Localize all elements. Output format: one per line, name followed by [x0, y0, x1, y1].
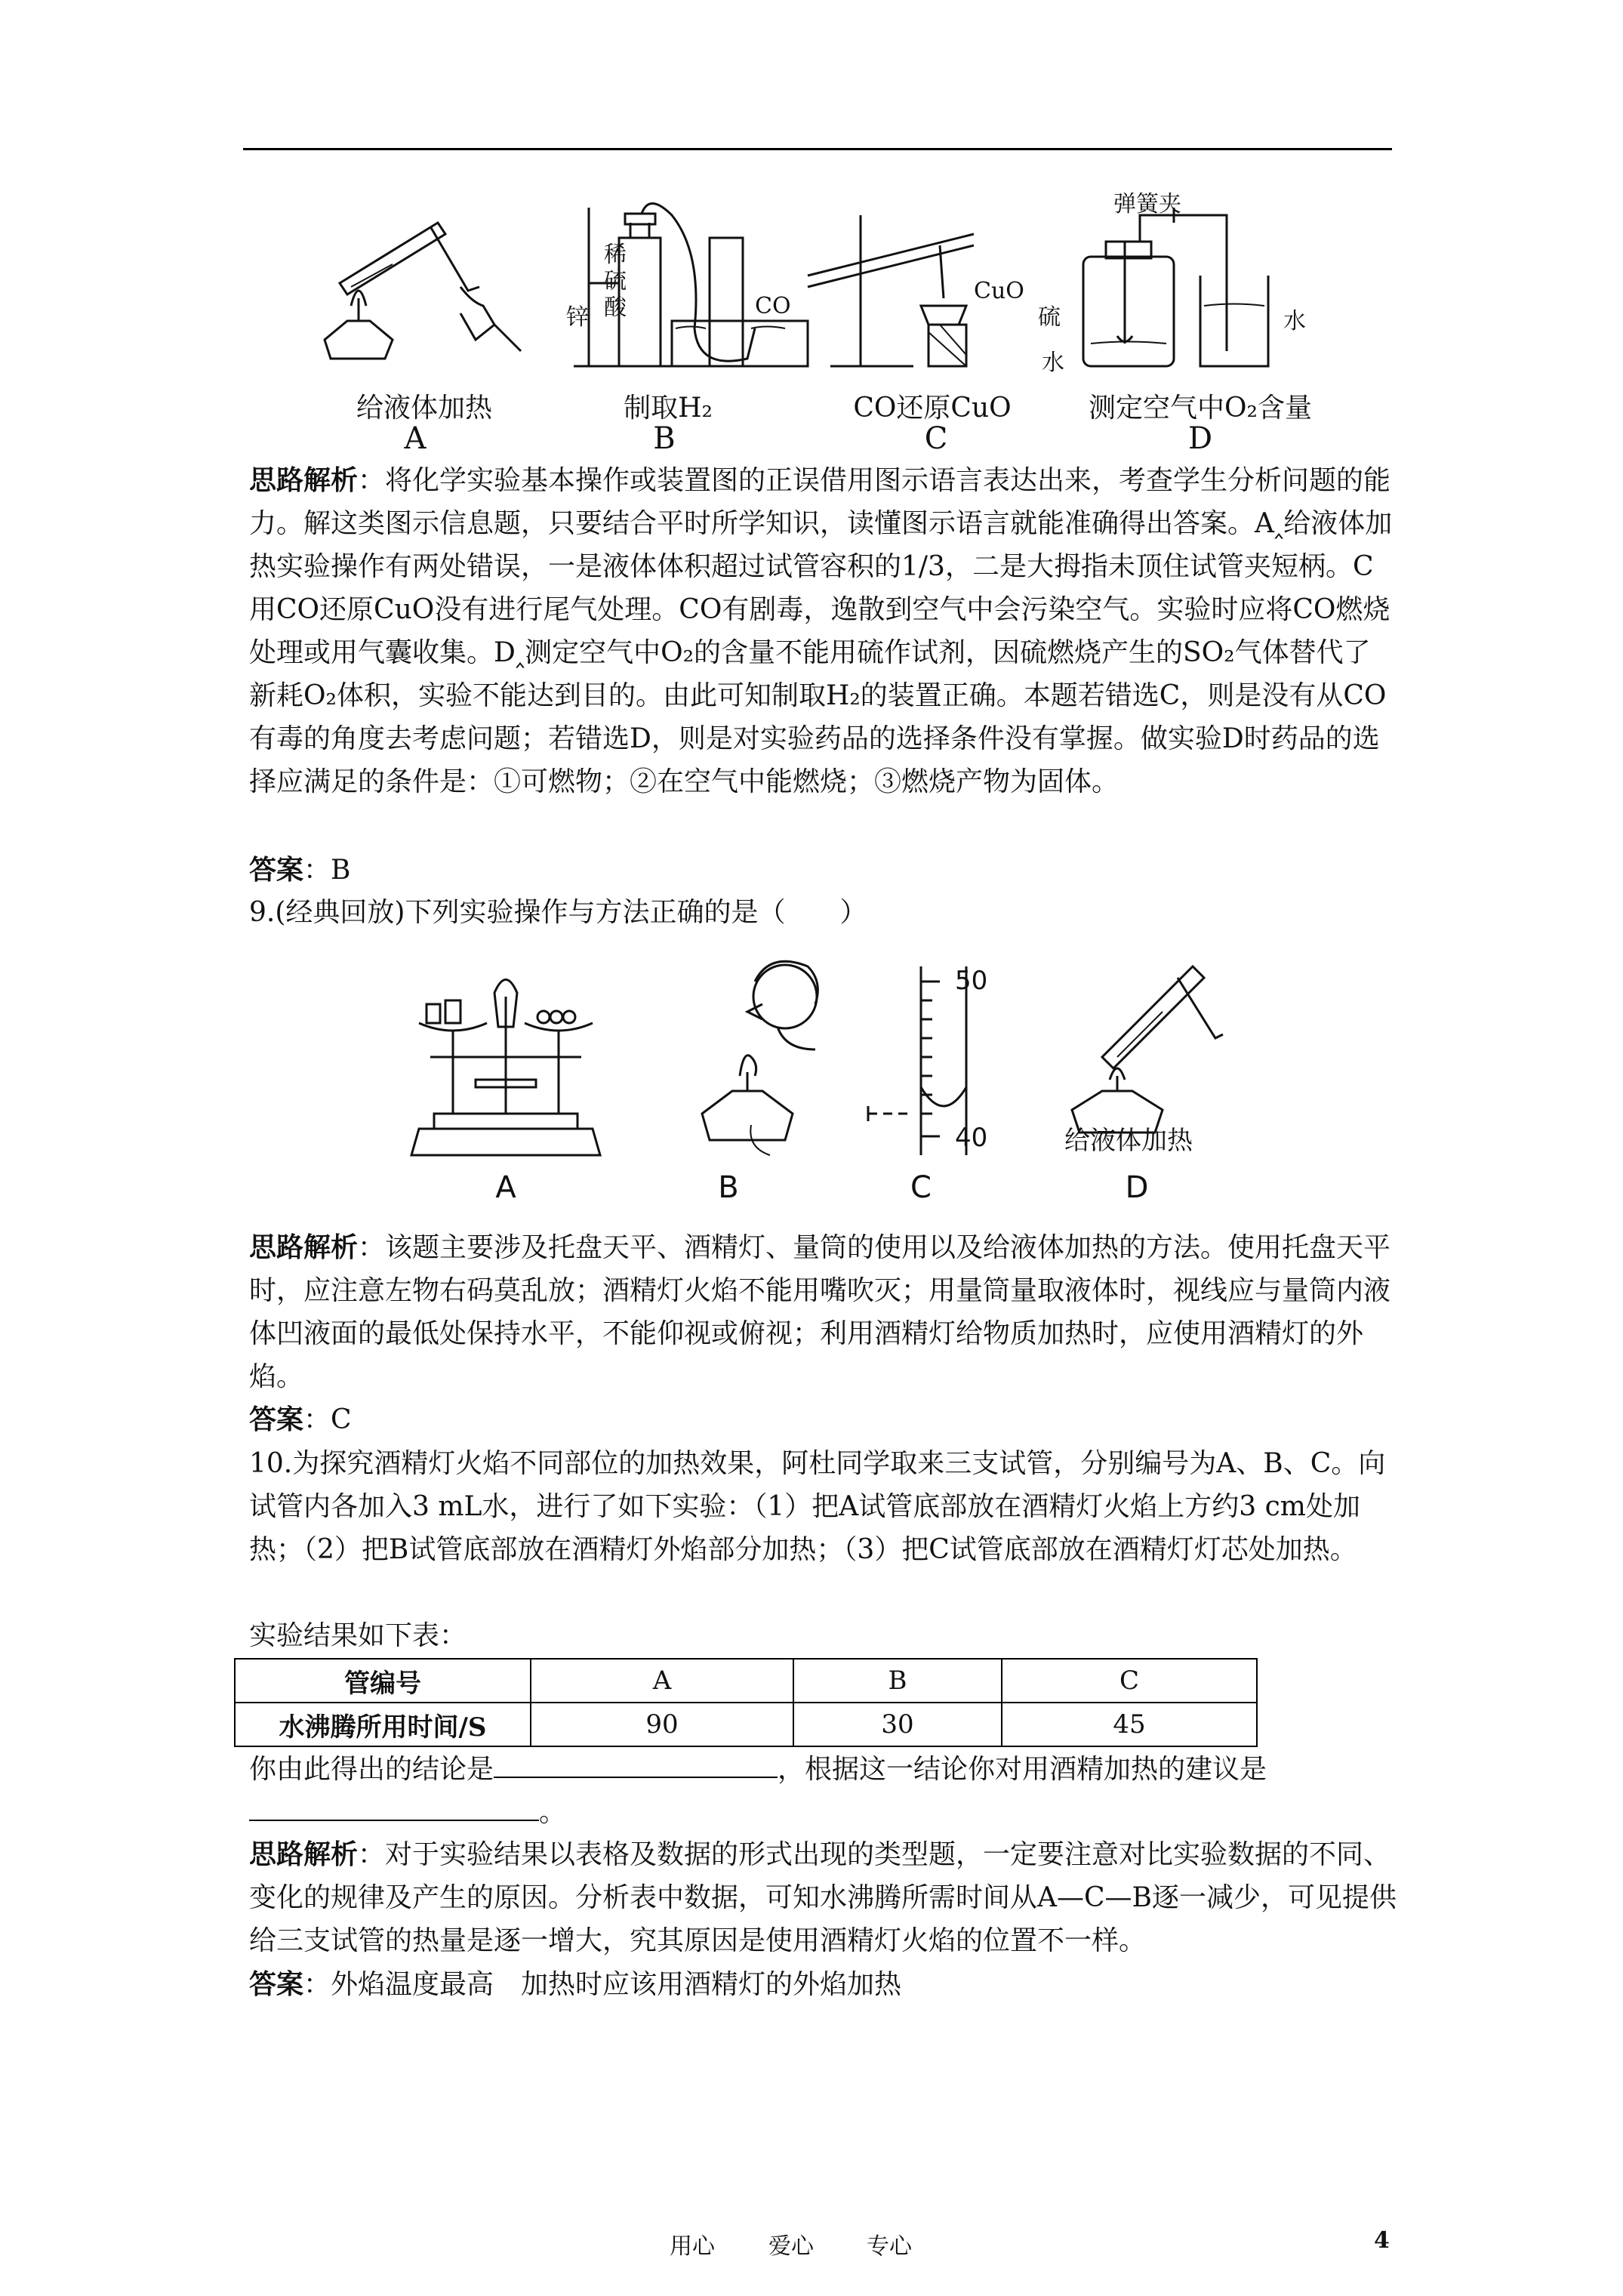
footer-left: 用心 [670, 2233, 715, 2260]
table-cell: 水沸腾所用时间/S [235, 1703, 531, 1746]
fig1-b-tag-0: 锌 [566, 304, 589, 331]
q10-blank-prefix: 你由此得出的结论是 [249, 1754, 494, 1785]
q10-answer [249, 1963, 901, 2002]
fig1-b-tag-3: 酸 [604, 294, 627, 321]
fig2-d-drawing [1072, 966, 1223, 1133]
fig1-d-drawing [1083, 208, 1268, 366]
table-cell: 90 [531, 1703, 793, 1746]
table-cell: B [793, 1659, 1002, 1703]
footer-mid: 爱心 [768, 2233, 814, 2260]
fig1-b-tag-1: 稀 [604, 242, 627, 268]
fig1-caption-a: 给液体加热 [356, 393, 493, 424]
fig2-letter-a: A [495, 1170, 516, 1205]
q9-answer [249, 1398, 352, 1437]
page-number: 4 [1374, 2227, 1390, 2254]
fig1-c-tag-0: CO [755, 293, 791, 319]
q9-answer-text: ：C [303, 1404, 352, 1435]
fig1-b-tag-2: 硫 [604, 268, 627, 294]
apparatus-figure-2 [400, 951, 1306, 1163]
fig1-caption-c: CO还原CuO [853, 393, 1012, 424]
fig1-d-tag-3: 水 [1283, 308, 1306, 334]
q10-table-intro: 实验结果如下表： [249, 1620, 467, 1651]
fig2-cylinder-top: 50 [955, 966, 988, 996]
results-table [234, 1658, 1258, 1747]
fig1-c-drawing [808, 215, 974, 366]
footer-right: 专心 [867, 2233, 912, 2260]
table-cell: 45 [1002, 1703, 1257, 1746]
table-cell: 管编号 [235, 1659, 531, 1703]
fig1-d-tag-0: 弹簧夹 [1113, 193, 1181, 217]
q9-analysis [249, 1226, 1397, 1398]
suggestion-blank[interactable] [249, 1820, 539, 1821]
q9-stem: 9.(经典回放)下列实验操作与方法正确的是（ ） [249, 897, 867, 928]
fig2-cylinder-bottom: 40 [955, 1123, 988, 1153]
q9-analysis-label: 思路解析 [249, 1231, 359, 1263]
fig1-c-tag-1: CuO [974, 278, 1024, 304]
q8-answer-label: 答案 [249, 854, 304, 886]
q10-analysis-label: 思路解析 [249, 1838, 359, 1870]
apparatus-figure-1 [317, 193, 1313, 381]
fig2-c-drawing [868, 966, 966, 1155]
q9-analysis-text: ：该题主要涉及托盘天平、酒精灯、量筒的使用以及给液体加热的方法。使用托盘天平时，应注意左物右码莫乱放；酒精灯火焰不能用嘴吹灭；用量筒量取液体时，视线应与量筒内液体凹液面的最低处保持水平，不能仰视或俯视；利用酒精灯给物质加热时，应使用酒精灯的外焰。 [249, 1232, 1391, 1392]
q8-analysis [249, 459, 1397, 803]
q10-analysis [249, 1833, 1397, 1962]
table-header-row [235, 1659, 1257, 1703]
fig2-letter-d: D [1125, 1170, 1149, 1205]
q10-stem-text: 10.为探究酒精灯火焰不同部位的加热效果，阿杜同学取来三支试管，分别编号为A、B、C。向试管内各加入3 mL水，进行了如下实验：（1）把A试管底部放在酒精灯火焰上方约3 cm处加热；（2）把B试管底部放在酒精灯外焰部分加热；（3）把C试管底部放在酒精灯灯芯处加热。 [249, 1448, 1386, 1565]
fig1-letter-d: D [1187, 421, 1213, 456]
q10-analysis-text: ：对于实验结果以表格及数据的形式出现的类型题，一定要注意对比实验数据的不同、变化的规律及产生的原因。分析表中数据，可知水沸腾所需时间从A—C—B逐一减少，可见提供给三支试管的热量是逐一增大，究其原因是使用酒精灯火焰的位置不一样。 [249, 1839, 1397, 1956]
table-cell: C [1002, 1659, 1257, 1703]
fig1-letter-b: B [653, 421, 676, 456]
fig1-a-drawing [325, 223, 521, 359]
fig2-a-drawing [411, 980, 600, 1156]
table-cell: A [531, 1659, 793, 1703]
q10-answer-text: ：外焰温度最高 加热时应该用酒精灯的外焰加热 [303, 1969, 902, 2000]
fig1-letter-c: C [924, 421, 948, 456]
fig1-letter-a: A [404, 421, 427, 456]
header-rule [243, 148, 1392, 150]
fig2-letter-b: B [718, 1170, 739, 1205]
q10-stem [249, 1442, 1397, 1571]
q8-answer-text: ：B [303, 855, 351, 886]
fig1-caption-d: 测定空气中O₂含量 [1089, 393, 1312, 424]
q9-answer-label: 答案 [249, 1404, 304, 1435]
q10-answer-label: 答案 [249, 1968, 304, 2000]
q8-answer [249, 849, 350, 887]
fig2-b-drawing [702, 961, 818, 1155]
q10-blank-line-1 [249, 1748, 1267, 1786]
q10-blank-middle: ，根据这一结论你对用酒精加热的建议是 [778, 1754, 1267, 1785]
fig1-caption-b: 制取H₂ [624, 393, 713, 424]
fig2-letter-c: C [910, 1170, 932, 1205]
q8-analysis-label: 思路解析 [249, 464, 359, 496]
fig1-d-tag-1: 硫 [1038, 304, 1061, 331]
table-row [235, 1703, 1257, 1746]
fig1-d-tag-2: 水 [1042, 350, 1064, 376]
q10-blank-line-2 [249, 1791, 566, 1829]
conclusion-blank[interactable] [494, 1777, 778, 1778]
fig2-d-caption: 给液体加热 [1064, 1126, 1193, 1156]
q8-analysis-text: ：将化学实验基本操作或装置图的正误借用图示语言表达出来，考查学生分析问题的能力。解这类图示信息题，只要结合平时所学知识，读懂图示语言就能准确得出答案。A‸给液体加热实验操作有两处错误，一是液体体积超过试管容积的1/3，二是大拇指未顶住试管夹短柄。C用CO还原CuO没有进行尾气处理。CO有剧毒，逸散到空气中会污染空气。实验时应将CO燃烧处理或用气囊收集。D‸测定空气中O₂的含量不能用硫作试剂，因硫燃烧产生的SO₂气体替代了新耗O₂体积，实验不能达到目的。由此可知制取H₂的装置正确。本题若错选C，则是没有从CO有毒的角度去考虑问题；若错选D，则是对实验药品的选择条件没有掌握。做实验D时药品的选择应满足的条件是：①可燃物；②在空气中能燃烧；③燃烧产物为固体。 [249, 465, 1393, 797]
q10-blank-end: 。 [539, 1797, 567, 1828]
table-cell: 30 [793, 1703, 1002, 1746]
